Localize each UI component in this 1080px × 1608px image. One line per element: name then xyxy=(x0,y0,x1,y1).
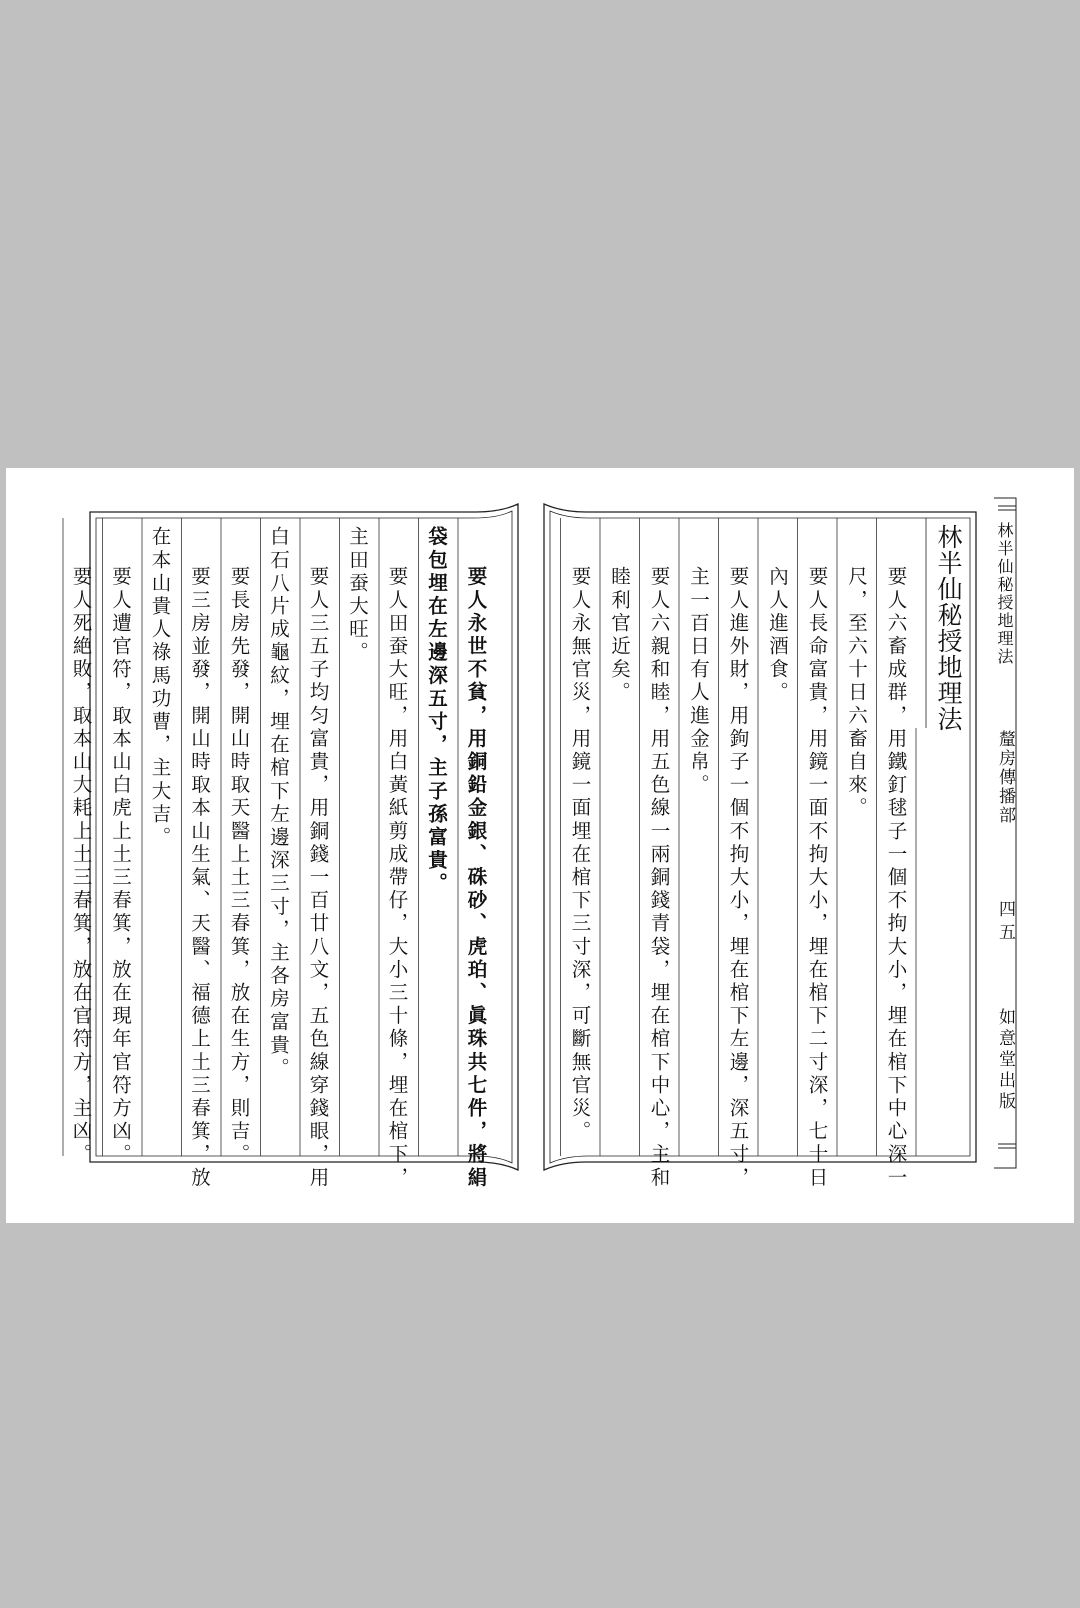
left-page-column: 在本山貴人祿馬功曹，主大吉。 xyxy=(148,526,172,850)
left-page-column: 要人遭官符，取本山白虎上土三春箕，放在現年官符方凶。 xyxy=(109,566,132,1167)
gutter-book-title: 林半仙秘授地理法 xyxy=(995,522,1014,666)
gutter-page-number: 四五 xyxy=(995,900,1015,946)
left-page-column: 要人田蚕大旺，用白黃紙剪成帶仔，大小三十條，埋在棺下， xyxy=(385,566,409,1190)
right-page-column: 尺，至六十日六畜自來。 xyxy=(845,566,868,821)
left-page-column: 要人永世不貧，用銅鉛金銀、硃砂、虎珀、眞珠共七件，將絹 xyxy=(464,566,488,1190)
left-page-column: 主田蚕大旺。 xyxy=(346,526,369,665)
right-page-column: 要人六親和睦，用五色線一兩銅錢青袋，埋在棺下中心，主和 xyxy=(647,566,671,1190)
gutter-publisher: 如意堂出版 xyxy=(995,1008,1015,1113)
left-page-column: 要三房並發，開山時取本山生氣、天醫、福德上土三春箕，放 xyxy=(188,566,211,1190)
scanned-page-spread xyxy=(6,468,1074,1223)
right-page-column: 要人永無官災，用鏡一面埋在棺下三寸深，可斷無官災。 xyxy=(568,566,592,1144)
right-page-column: 內人進酒食。 xyxy=(766,566,789,705)
left-page-column: 白石八片成龜紋，埋在棺下左邊深三寸，主各房富貴。 xyxy=(267,526,290,1081)
page-title: 林半仙秘授地理法 xyxy=(934,524,963,732)
left-page-column: 要人死絶敗，取本山大耗上土三春箕，放在官符方，主凶。 xyxy=(69,566,93,1167)
right-page-column: 要人六畜成群，用鐵釘毬子一個不拘大小，埋在棺下中心深一 xyxy=(884,566,908,1190)
right-page-column: 要人進外財，用鉤子一個不拘大小，埋在棺下左邊，深五寸， xyxy=(726,566,750,1190)
right-page-column: 要人長命富貴，用鏡一面不拘大小，埋在棺下二寸深，七十日 xyxy=(805,566,829,1190)
left-page-column: 袋包埋在左邊深五寸，主子孫富貴。 xyxy=(425,526,448,896)
right-page-column: 睦利官近矣。 xyxy=(608,566,631,705)
right-page-column: 主一百日有人進金帛。 xyxy=(687,566,710,797)
left-page-column: 要長房先發，開山時取天醫上土三春箕，放在生方，則吉。 xyxy=(227,566,251,1167)
gutter-series: 釐房傳播部 xyxy=(995,730,1015,825)
left-page-column: 要人三五子均匀富貴，用銅錢一百廿八文，五色線穿錢眼，用 xyxy=(306,566,330,1190)
